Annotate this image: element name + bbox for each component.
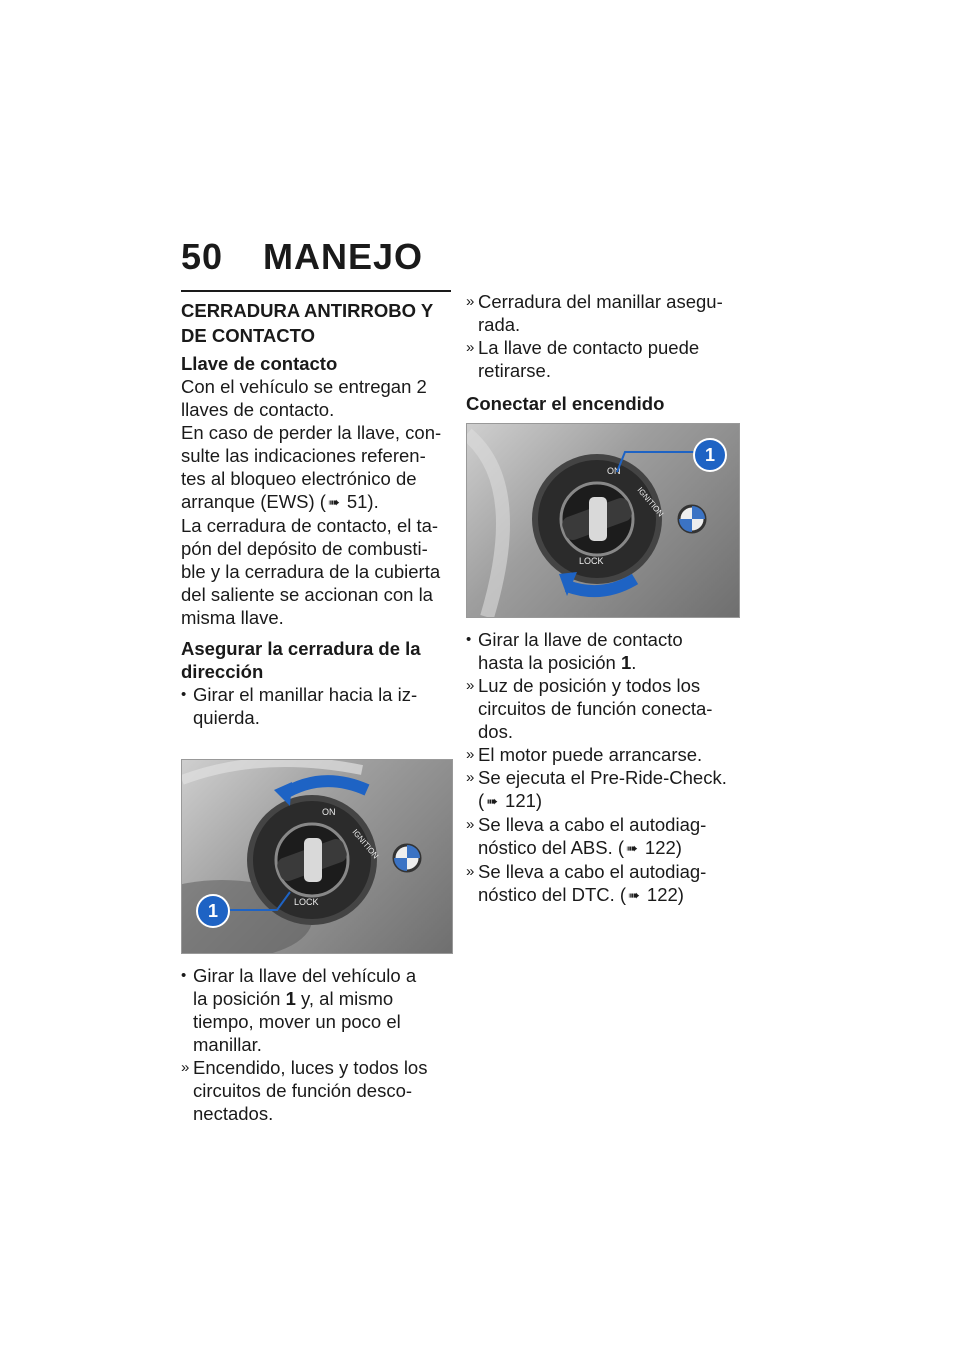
- text-line: La cerradura de contacto, el ta-: [181, 515, 439, 536]
- text-line: Luz de posición y todos los: [478, 675, 701, 696]
- text-line: circuitos de función conecta-: [478, 698, 713, 719]
- page-reference-icon[interactable]: ➠: [486, 793, 498, 809]
- list-item: [466, 336, 740, 382]
- paragraph: [181, 421, 451, 514]
- text-line: misma llave.: [181, 607, 284, 628]
- result-icon: »: [466, 746, 475, 763]
- text-line: Girar la llave de contacto: [478, 629, 683, 650]
- paragraph: [181, 375, 451, 421]
- page-reference-icon[interactable]: ➠: [626, 840, 638, 856]
- text-line: Girar la llave del vehículo a: [193, 965, 417, 986]
- text-line: Encendido, luces y todos los: [193, 1057, 428, 1078]
- text-line: En caso de perder la llave, con-: [181, 422, 442, 443]
- text-line: circuitos de función desco-: [193, 1080, 413, 1101]
- position-number: 1: [285, 988, 296, 1009]
- text-line: llaves de contacto.: [181, 399, 335, 420]
- bullet-icon: •: [181, 967, 187, 984]
- text-line: quierda.: [193, 707, 260, 728]
- list-item: [466, 743, 740, 766]
- page-reference[interactable]: 122): [639, 837, 682, 858]
- text-line: (: [478, 790, 485, 811]
- text-line: dirección: [181, 661, 264, 682]
- text-line: hasta la posición: [478, 652, 621, 673]
- page-reference[interactable]: 51).: [341, 491, 379, 512]
- section-rule: [181, 290, 451, 292]
- callout-number: 1: [196, 894, 230, 928]
- bullet-icon: •: [181, 686, 187, 703]
- left-column: [181, 290, 451, 1125]
- text-line: Cerradura del manillar asegu-: [478, 291, 723, 312]
- text-line: nóstico del ABS. (: [478, 837, 625, 858]
- text-line: .: [631, 652, 637, 673]
- page-reference-icon[interactable]: ➠: [628, 887, 640, 903]
- text-line: nóstico del DTC. (: [478, 884, 627, 905]
- list-item: [466, 860, 740, 907]
- figure-ignition-on: [466, 423, 740, 618]
- result-icon: »: [466, 677, 475, 694]
- list-item: [466, 674, 740, 743]
- result-icon: »: [466, 339, 475, 356]
- lock-label-lock: LOCK: [579, 556, 604, 566]
- page-number: 50: [181, 236, 224, 277]
- text-line: retirarse.: [478, 360, 551, 381]
- text-line: pón del depósito de combusti-: [181, 538, 428, 559]
- list-item: [466, 290, 740, 336]
- position-number: 1: [620, 652, 632, 673]
- result-icon: »: [181, 1059, 190, 1076]
- list-item: [181, 964, 451, 1056]
- list-item: [466, 813, 740, 860]
- text-line: del saliente se accionan con la: [181, 584, 433, 605]
- subheading-ignition-on: Conectar el encendido: [466, 393, 665, 414]
- lock-label-on: ON: [607, 466, 621, 476]
- right-column: [466, 290, 740, 907]
- text-line: Asegurar la cerradura de la: [181, 638, 421, 659]
- text-line: ble y la cerradura de la cubierta: [181, 561, 441, 582]
- lock-label-lock: LOCK: [294, 897, 319, 907]
- text-line: Girar el manillar hacia la iz-: [193, 684, 418, 705]
- section-heading-line: DE CONTACTO: [181, 325, 315, 346]
- lock-label-on: ON: [322, 807, 336, 817]
- steps-list: [181, 683, 451, 729]
- text-line: Con el vehículo se entregan 2: [181, 376, 427, 397]
- section-heading-line: CERRADURA ANTIRROBO Y: [181, 300, 434, 321]
- paragraph: [181, 514, 451, 629]
- text-line: sulte las indicaciones referen-: [181, 445, 426, 466]
- callout-number: 1: [693, 438, 727, 472]
- chapter-title: MANEJO: [263, 236, 424, 277]
- text-line: rada.: [478, 314, 521, 335]
- results-list: [466, 290, 740, 382]
- text-line: Se lleva a cabo el autodiag-: [478, 814, 707, 835]
- result-icon: »: [466, 293, 475, 310]
- text-line: arranque (EWS) (: [181, 491, 326, 512]
- subheading-steering-lock: [181, 637, 451, 683]
- page-reference[interactable]: 121): [499, 790, 543, 811]
- page-reference-icon[interactable]: ➠: [327, 494, 340, 510]
- page-reference[interactable]: 122): [641, 884, 684, 905]
- subheading-key: Llave de contacto: [181, 353, 338, 374]
- section-heading: [181, 298, 451, 348]
- list-item: [466, 766, 740, 813]
- text-line: Se ejecuta el Pre-Ride-Check.: [478, 767, 727, 788]
- text-line: dos.: [478, 721, 513, 742]
- text-line: la posición: [193, 988, 286, 1009]
- text-line: El motor puede arrancarse.: [478, 744, 703, 765]
- text-line: nectados.: [193, 1103, 274, 1124]
- figure-steering-lock: [181, 759, 453, 954]
- text-line: y, al mismo: [295, 988, 394, 1009]
- result-icon: »: [466, 863, 475, 880]
- lock-label-ignition: IGNITION: [350, 827, 381, 861]
- text-line: tiempo, mover un poco el: [193, 1011, 401, 1032]
- text-line: tes al bloqueo electrónico de: [181, 468, 417, 489]
- steps-list: [466, 628, 740, 907]
- text-line: manillar.: [193, 1034, 262, 1055]
- result-icon: »: [466, 816, 475, 833]
- text-line: La llave de contacto puede: [478, 337, 700, 358]
- list-item: [466, 628, 740, 674]
- list-item: [181, 683, 451, 729]
- text-line: Se lleva a cabo el autodiag-: [478, 861, 707, 882]
- bullet-icon: •: [466, 631, 472, 648]
- steps-list: [181, 964, 451, 1125]
- list-item: [181, 1056, 451, 1125]
- result-icon: »: [466, 769, 475, 786]
- lock-label-ignition: IGNITION: [635, 485, 666, 519]
